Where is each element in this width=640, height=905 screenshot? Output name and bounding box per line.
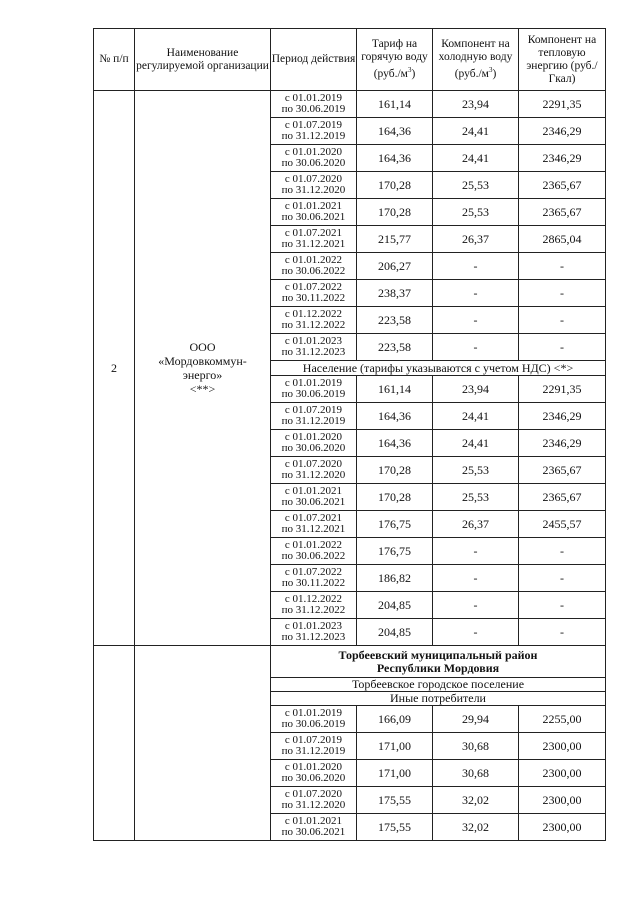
period-start: с 01.01.2021 bbox=[284, 814, 343, 827]
period-start: с 01.07.2020 bbox=[284, 457, 343, 470]
cold-water-component: 32,02 bbox=[433, 814, 519, 841]
district-title-line: Республики Мордовия bbox=[376, 660, 500, 675]
period-start: с 01.07.2021 bbox=[284, 511, 343, 524]
cold-water-component: 25,53 bbox=[433, 484, 519, 511]
heat-energy-component: - bbox=[519, 280, 606, 307]
org-name-line: энерго» bbox=[182, 368, 223, 382]
period-cell bbox=[271, 118, 357, 145]
period-end: по 30.06.2019 bbox=[281, 388, 346, 400]
heat-energy-component: 2300,00 bbox=[519, 787, 606, 814]
period-cell bbox=[271, 253, 357, 280]
period-cell bbox=[271, 403, 357, 430]
org-name-line: <**> bbox=[189, 382, 216, 396]
period-cell bbox=[271, 199, 357, 226]
cold-water-component: 29,94 bbox=[433, 706, 519, 733]
period-end: по 31.12.2019 bbox=[281, 745, 346, 757]
consumers-label: Иные потребители bbox=[271, 692, 606, 706]
header-num: № п/п bbox=[94, 29, 135, 91]
period-cell bbox=[271, 706, 357, 733]
period-cell bbox=[271, 484, 357, 511]
period-cell bbox=[271, 787, 357, 814]
hot-water-tariff: 171,00 bbox=[357, 733, 433, 760]
period-start: с 01.01.2019 bbox=[284, 91, 343, 104]
period-end: по 30.06.2021 bbox=[281, 496, 346, 508]
period-start: с 01.01.2021 bbox=[284, 484, 343, 497]
heat-energy-component: 2365,67 bbox=[519, 484, 606, 511]
hot-water-tariff: 170,28 bbox=[357, 172, 433, 199]
heat-energy-component: 2255,00 bbox=[519, 706, 606, 733]
cold-water-component: 24,41 bbox=[433, 430, 519, 457]
org-name-line: ООО bbox=[189, 340, 216, 354]
heat-energy-component: 2365,67 bbox=[519, 172, 606, 199]
cold-water-component: - bbox=[433, 280, 519, 307]
cold-water-component: 30,68 bbox=[433, 733, 519, 760]
org-number: 2 bbox=[94, 91, 135, 646]
period-start: с 01.01.2019 bbox=[284, 706, 343, 719]
period-end: по 31.12.2022 bbox=[281, 604, 346, 616]
hot-water-tariff: 170,28 bbox=[357, 457, 433, 484]
hot-water-tariff: 206,27 bbox=[357, 253, 433, 280]
hot-water-tariff: 170,28 bbox=[357, 484, 433, 511]
period-end: по 31.12.2020 bbox=[281, 184, 346, 196]
period-start: с 01.07.2020 bbox=[284, 172, 343, 185]
period-cell bbox=[271, 511, 357, 538]
period-end: по 31.12.2020 bbox=[281, 799, 346, 811]
period-cell bbox=[271, 226, 357, 253]
period-end: по 30.06.2020 bbox=[281, 442, 346, 454]
period-start: с 01.01.2020 bbox=[284, 430, 343, 443]
cold-water-component: - bbox=[433, 334, 519, 361]
period-start: с 01.01.2022 bbox=[284, 538, 343, 551]
period-cell bbox=[271, 280, 357, 307]
period-start: с 01.01.2019 bbox=[284, 376, 343, 389]
hot-water-tariff: 223,58 bbox=[357, 307, 433, 334]
heat-energy-component: 2300,00 bbox=[519, 760, 606, 787]
heat-energy-component: 2346,29 bbox=[519, 118, 606, 145]
period-end: по 30.06.2020 bbox=[281, 772, 346, 784]
district-title-line: Торбеевский муниципальный район bbox=[338, 647, 538, 662]
heat-energy-component: 2300,00 bbox=[519, 733, 606, 760]
period-cell bbox=[271, 334, 357, 361]
table-row bbox=[94, 91, 606, 118]
period-end: по 30.06.2022 bbox=[281, 265, 346, 277]
hot-water-tariff: 164,36 bbox=[357, 145, 433, 172]
empty-num-cell bbox=[94, 646, 135, 841]
period-cell bbox=[271, 565, 357, 592]
period-end: по 31.12.2023 bbox=[281, 631, 346, 643]
heat-energy-component: - bbox=[519, 307, 606, 334]
org-name bbox=[135, 91, 271, 646]
period-end: по 31.12.2021 bbox=[281, 523, 346, 535]
heat-energy-component: 2346,29 bbox=[519, 430, 606, 457]
cold-water-component: 24,41 bbox=[433, 403, 519, 430]
heat-energy-component: 2365,67 bbox=[519, 199, 606, 226]
period-end: по 30.06.2021 bbox=[281, 211, 346, 223]
hot-water-tariff: 238,37 bbox=[357, 280, 433, 307]
hot-water-tariff: 176,75 bbox=[357, 511, 433, 538]
header-cold-component: Компонент на холодную воду $(руб./м^3)$ bbox=[433, 29, 519, 91]
cold-water-component: 26,37 bbox=[433, 511, 519, 538]
period-end: по 31.12.2019 bbox=[281, 415, 346, 427]
period-start: с 01.01.2023 bbox=[284, 334, 343, 347]
period-end: по 30.06.2020 bbox=[281, 157, 346, 169]
period-end: по 30.06.2019 bbox=[281, 103, 346, 115]
period-start: с 01.07.2019 bbox=[284, 118, 343, 131]
cold-water-component: 25,53 bbox=[433, 457, 519, 484]
header-hot-water: Тариф на горячую воду $(руб./м^3)$ bbox=[357, 29, 433, 91]
period-cell bbox=[271, 91, 357, 118]
cold-water-component: 24,41 bbox=[433, 145, 519, 172]
period-start: с 01.07.2019 bbox=[284, 733, 343, 746]
hot-water-tariff: 186,82 bbox=[357, 565, 433, 592]
hot-water-tariff: 164,36 bbox=[357, 118, 433, 145]
heat-energy-component: 2455,57 bbox=[519, 511, 606, 538]
hot-water-tariff: 164,36 bbox=[357, 403, 433, 430]
period-cell bbox=[271, 760, 357, 787]
period-cell bbox=[271, 145, 357, 172]
heat-energy-component: 2300,00 bbox=[519, 814, 606, 841]
document-page bbox=[93, 28, 606, 841]
population-label: Население (тарифы указываются с учетом НДС) <*> bbox=[271, 361, 606, 376]
cold-water-component: 25,53 bbox=[433, 172, 519, 199]
hot-water-tariff: 176,75 bbox=[357, 538, 433, 565]
period-start: с 01.07.2021 bbox=[284, 226, 343, 239]
hot-water-tariff: 175,55 bbox=[357, 787, 433, 814]
period-start: с 01.12.2022 bbox=[284, 592, 343, 605]
period-start: с 01.01.2020 bbox=[284, 760, 343, 773]
cold-water-component: 23,94 bbox=[433, 376, 519, 403]
cold-water-component: - bbox=[433, 592, 519, 619]
cold-water-component: 26,37 bbox=[433, 226, 519, 253]
heat-energy-component: - bbox=[519, 592, 606, 619]
hot-water-tariff: 166,09 bbox=[357, 706, 433, 733]
header-period: Период действия bbox=[271, 29, 357, 91]
cold-water-component: 32,02 bbox=[433, 787, 519, 814]
period-cell bbox=[271, 376, 357, 403]
hot-water-tariff: 161,14 bbox=[357, 376, 433, 403]
period-start: с 01.01.2020 bbox=[284, 145, 343, 158]
period-cell bbox=[271, 619, 357, 646]
period-cell bbox=[271, 307, 357, 334]
period-cell bbox=[271, 430, 357, 457]
period-start: с 01.07.2020 bbox=[284, 787, 343, 800]
heat-energy-component: 2291,35 bbox=[519, 376, 606, 403]
hot-water-tariff: 171,00 bbox=[357, 760, 433, 787]
heat-energy-component: - bbox=[519, 619, 606, 646]
period-end: по 31.12.2022 bbox=[281, 319, 346, 331]
heat-energy-component: 2346,29 bbox=[519, 145, 606, 172]
district-title bbox=[271, 646, 606, 678]
period-start: с 01.07.2022 bbox=[284, 280, 343, 293]
cold-water-component: - bbox=[433, 538, 519, 565]
hot-water-tariff: 175,55 bbox=[357, 814, 433, 841]
period-cell bbox=[271, 172, 357, 199]
period-end: по 31.12.2019 bbox=[281, 130, 346, 142]
period-cell bbox=[271, 733, 357, 760]
period-start: с 01.07.2022 bbox=[284, 565, 343, 578]
cold-water-component: - bbox=[433, 253, 519, 280]
heat-energy-component: 2346,29 bbox=[519, 403, 606, 430]
period-end: по 31.12.2020 bbox=[281, 469, 346, 481]
period-start: с 01.12.2022 bbox=[284, 307, 343, 320]
hot-water-tariff: 170,28 bbox=[357, 199, 433, 226]
heat-energy-component: 2365,67 bbox=[519, 457, 606, 484]
heat-energy-component: - bbox=[519, 334, 606, 361]
period-end: по 30.11.2022 bbox=[281, 292, 346, 304]
heat-energy-component: - bbox=[519, 565, 606, 592]
cold-water-component: 24,41 bbox=[433, 118, 519, 145]
hot-water-tariff: 164,36 bbox=[357, 430, 433, 457]
period-start: с 01.07.2019 bbox=[284, 403, 343, 416]
heat-energy-component: - bbox=[519, 253, 606, 280]
empty-org-cell bbox=[135, 646, 271, 841]
period-start: с 01.01.2023 bbox=[284, 619, 343, 632]
district-title-row bbox=[94, 646, 606, 678]
period-cell bbox=[271, 592, 357, 619]
hot-water-tariff: 204,85 bbox=[357, 592, 433, 619]
period-end: по 30.06.2019 bbox=[281, 718, 346, 730]
period-end: по 31.12.2021 bbox=[281, 238, 346, 250]
heat-energy-component: - bbox=[519, 538, 606, 565]
cold-water-component: 30,68 bbox=[433, 760, 519, 787]
cold-water-component: 25,53 bbox=[433, 199, 519, 226]
cold-water-component: - bbox=[433, 619, 519, 646]
settlement-label: Торбеевское городское поселение bbox=[271, 678, 606, 692]
period-cell bbox=[271, 457, 357, 484]
period-end: по 30.06.2021 bbox=[281, 826, 346, 838]
period-end: по 30.11.2022 bbox=[281, 577, 346, 589]
period-cell bbox=[271, 814, 357, 841]
cold-water-component: - bbox=[433, 565, 519, 592]
period-end: по 30.06.2022 bbox=[281, 550, 346, 562]
period-start: с 01.01.2022 bbox=[284, 253, 343, 266]
cold-water-component: - bbox=[433, 307, 519, 334]
hot-water-tariff: 161,14 bbox=[357, 91, 433, 118]
hot-water-tariff: 223,58 bbox=[357, 334, 433, 361]
heat-energy-component: 2865,04 bbox=[519, 226, 606, 253]
hot-water-tariff: 215,77 bbox=[357, 226, 433, 253]
period-end: по 31.12.2023 bbox=[281, 346, 346, 358]
header-org: Наименование регулируемой организации bbox=[135, 29, 271, 91]
header-row bbox=[94, 29, 606, 91]
period-start: с 01.01.2021 bbox=[284, 199, 343, 212]
header-heat-component: Компонент на тепловую энергию (руб./Гкал) bbox=[519, 29, 606, 91]
org-name-line: «Мордовкоммун- bbox=[158, 354, 247, 368]
cold-water-component: 23,94 bbox=[433, 91, 519, 118]
table-body bbox=[94, 91, 606, 841]
hot-water-tariff: 204,85 bbox=[357, 619, 433, 646]
period-cell bbox=[271, 538, 357, 565]
tariff-table bbox=[93, 28, 606, 841]
heat-energy-component: 2291,35 bbox=[519, 91, 606, 118]
